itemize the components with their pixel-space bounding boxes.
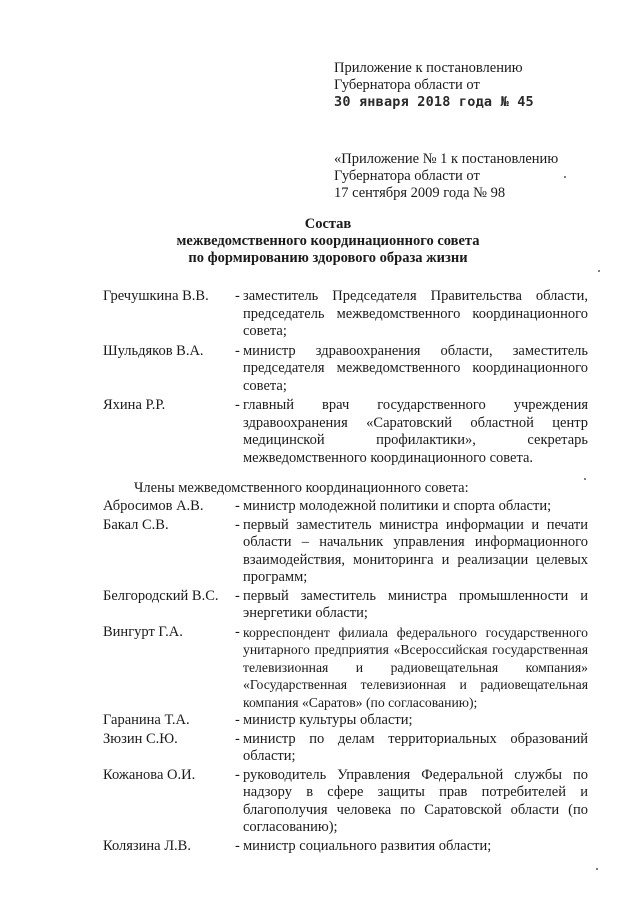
list-item	[103, 767, 588, 837]
list-item	[103, 712, 588, 730]
scan-speck	[598, 270, 600, 272]
dash-separator: -	[235, 587, 240, 604]
scan-speck	[564, 176, 566, 178]
dash-separator: -	[235, 498, 240, 514]
list-item	[103, 343, 588, 396]
member-name: Белгородский В.С.	[103, 587, 219, 604]
previous-appendix-line1: «Приложение № 1 к постановлению	[334, 151, 559, 167]
dash-separator: -	[235, 516, 240, 533]
appendix-header-line2: Губернатора области от	[334, 77, 480, 93]
dash-separator: -	[235, 712, 240, 728]
appendix-header	[334, 60, 534, 111]
appendix-header-line1: Приложение к постановлению	[334, 60, 523, 76]
member-name: Яхина Р.Р.	[103, 397, 166, 413]
member-role: корреспондент филиала федерального государственного унитарного предприятия «Всероссийская государственная телевизионная и радиовещательная компания» «Государственная телевизионная и радиовещательная компания «Саратов» (по согласованию);	[243, 624, 588, 710]
member-role: министр по делам территориальных образований области;	[243, 730, 588, 764]
document-title	[0, 216, 640, 267]
member-role: главный врач государственного учреждения здравоохранения «Саратовский областной центр медицинской профилактики», секретарь межведомственного координационного совета.	[243, 397, 588, 466]
dash-separator: -	[235, 766, 240, 783]
dash-separator: -	[235, 623, 240, 640]
scan-speck	[584, 478, 586, 480]
list-item	[103, 731, 588, 766]
dash-separator: -	[235, 342, 240, 359]
dash-separator: -	[235, 837, 240, 854]
member-role: первый заместитель министра информации и печати области – начальник управления информационного взаимодействия, мониторинга и реализации целевых программ;	[243, 516, 588, 585]
list-item	[103, 838, 588, 856]
dash-separator: -	[235, 730, 240, 747]
member-name: Шульдяков В.А.	[103, 342, 204, 359]
leadership-list	[103, 288, 588, 469]
member-role: министр социального развития области;	[243, 837, 492, 854]
scan-speck	[596, 868, 598, 870]
member-name: Зюзин С.Ю.	[103, 730, 178, 747]
member-name: Бакал С.В.	[103, 516, 169, 533]
list-item	[103, 517, 588, 587]
previous-appendix-line2: Губернатора области от	[334, 168, 480, 184]
dash-separator: -	[235, 397, 240, 413]
member-name: Вингурт Г.А.	[103, 623, 183, 640]
previous-appendix-line3: 17 сентября 2009 года № 98	[334, 185, 506, 201]
dash-separator: -	[235, 288, 240, 304]
member-role: министр культуры области;	[243, 712, 413, 728]
list-item	[103, 588, 588, 623]
member-name: Гаранина Т.А.	[103, 712, 190, 728]
list-item	[103, 288, 588, 341]
member-name: Кожанова О.И.	[103, 766, 196, 783]
member-role: министр здравоохранения области, заместитель председателя межведомственного координационного совета;	[243, 342, 588, 394]
title-line2: межведомственного координационного совета	[176, 233, 480, 249]
member-name: Гречушкина В.В.	[103, 288, 209, 304]
list-item	[103, 397, 588, 467]
member-role: министр молодежной политики и спорта области;	[243, 498, 552, 514]
previous-appendix-header	[334, 151, 558, 202]
member-name: Абросимов А.В.	[103, 498, 204, 514]
members-list	[103, 498, 588, 856]
member-role: руководитель Управления Федеральной службы по надзору в сфере защиты прав потребителей и благополучия человека по Саратовской области (по согласованию);	[243, 766, 588, 835]
member-role: первый заместитель министра промышленности и энергетики области;	[243, 587, 588, 621]
member-role: заместитель Председателя Правительства области, председатель межведомственного координационного совета;	[243, 288, 588, 339]
list-item	[103, 498, 588, 516]
members-heading: Члены межведомственного координационного совета:	[134, 480, 469, 496]
title-line3: по формированию здорового образа жизни	[188, 250, 468, 266]
title-line1: Состав	[304, 216, 352, 232]
member-name: Колязина Л.В.	[103, 837, 191, 854]
appendix-header-date-stamp: 30 января 2018 года № 45	[334, 94, 534, 110]
list-item	[103, 624, 588, 712]
